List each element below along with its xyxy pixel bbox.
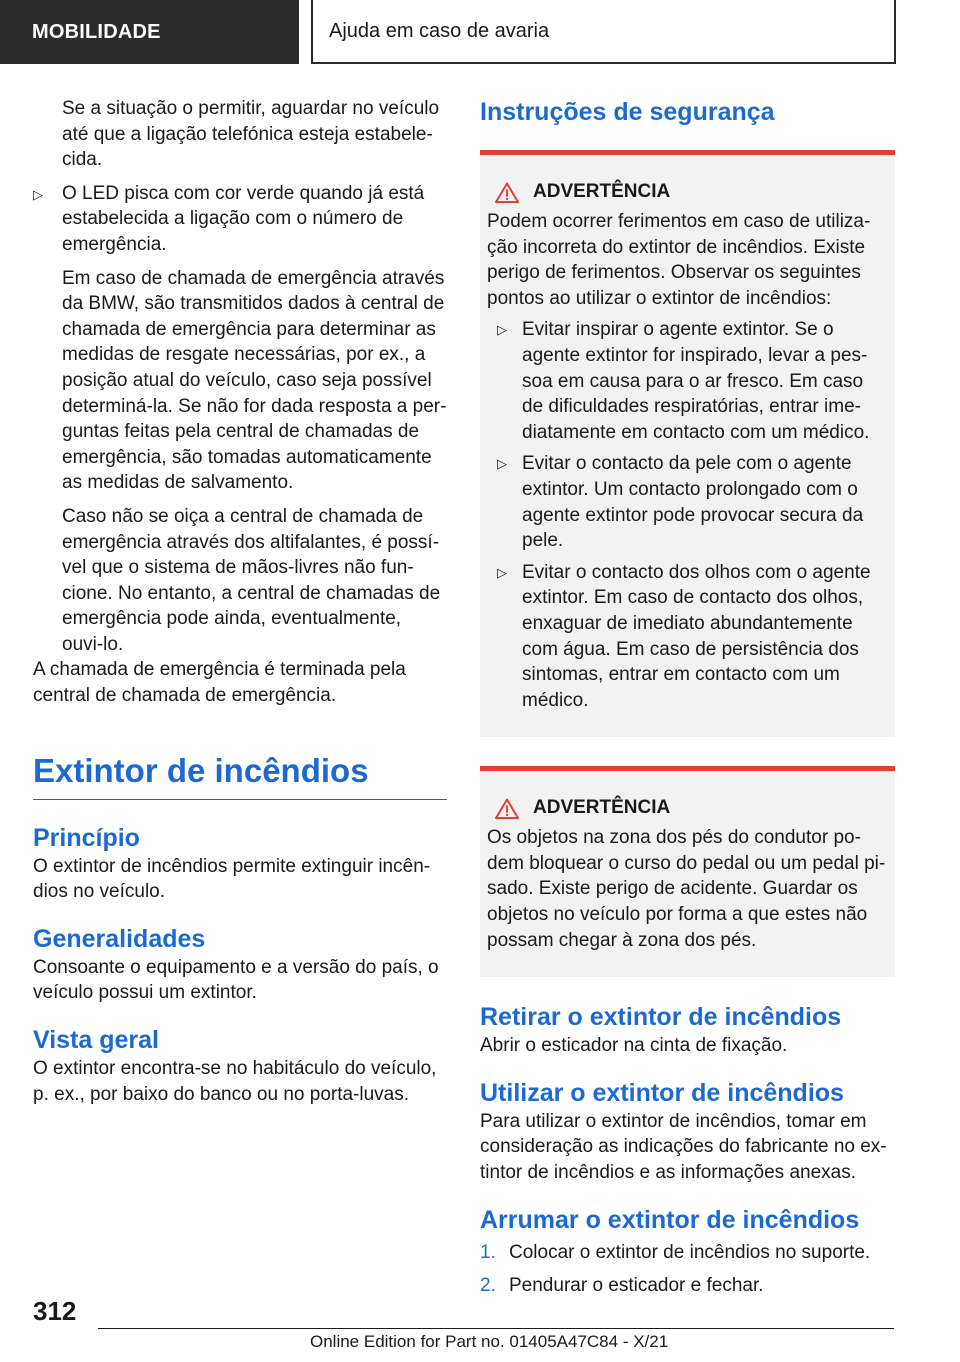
paragraph: O extintor de incêndios permite extinguir incêndios no veículo. xyxy=(33,855,431,903)
section-heading: Generalidades xyxy=(33,924,206,953)
section-heading: Utilizar o extintor de incêndios xyxy=(480,1078,844,1107)
chapter-heading: Extintor de incêndios xyxy=(33,751,447,800)
warning-box xyxy=(480,766,895,977)
footer-edition: Online Edition for Part no. 01405A47C84 - X/21 xyxy=(310,1332,669,1351)
right-column xyxy=(480,96,895,1299)
section-heading: Princípio xyxy=(33,823,140,852)
paragraph: Caso não se oiça a central de chamada de emergência através dos altifalantes, é possível que o sistema de mãos-livres não funcione. No entanto, a central de chamadas de emergência pode ainda, eventualmente, ouvi-lo. xyxy=(62,505,441,655)
numbered-step xyxy=(480,1240,895,1266)
warning-header xyxy=(487,175,887,209)
paragraph: Consoante o equipamento e a versão do país, o veículo possui um extintor. xyxy=(33,956,439,1004)
paragraph: Para utilizar o extintor de incêndios, tomar em consideração as indicações do fabricante no extintor de incêndios e as informações anexas. xyxy=(480,1110,887,1184)
triangle-bullet-icon: ▷ xyxy=(497,564,507,580)
list-item xyxy=(487,317,887,445)
warning-box xyxy=(480,150,895,737)
step-number: 1. xyxy=(480,1241,496,1263)
warning-text: Os objetos na zona dos pés do condutor podem bloquear o curso do pedal ou um pedal pisado. Existe perigo de acidente. Guardar os objetos no veículo por forma a que estes não possam chegar à zona dos pés. xyxy=(487,827,886,951)
section-heading: Instruções de segurança xyxy=(480,98,775,126)
warning-header xyxy=(487,791,887,825)
step-text: Pendurar o esticador e fechar. xyxy=(509,1275,764,1297)
section-heading: Retirar o extintor de incêndios xyxy=(480,1003,842,1032)
paragraph: O extintor encontra-se no habitáculo do veículo, p. ex., por baixo do banco ou no porta-luvas. xyxy=(33,1058,437,1105)
warning-label: ADVERTÊNCIA xyxy=(533,181,671,202)
warning-triangle-icon xyxy=(495,798,519,819)
paragraph: A chamada de emergência é terminada pela central de chamada de emergência. xyxy=(33,659,406,707)
warning-label: ADVERTÊNCIA xyxy=(533,797,671,819)
list-item-text: Evitar o contacto dos olhos com o agente extintor. Em caso de contacto dos olhos, enxaguar de imediato abundantemente com água. Em caso de persistência dos sintomas, entrar em contacto com um médico. xyxy=(522,561,871,711)
list-item xyxy=(487,451,887,553)
section-heading: Arrumar o extintor de incêndios xyxy=(480,1205,860,1234)
list-item-text: O LED pisca com cor verde quando já está estabelecida a ligação com o número de emergência. xyxy=(62,182,425,255)
step-text: Colocar o extintor de incêndios no suporte. xyxy=(509,1241,871,1263)
list-item xyxy=(487,560,887,714)
left-column xyxy=(33,96,447,1107)
numbered-step xyxy=(480,1273,895,1299)
list-item-text: Evitar o contacto da pele com o agente extintor. Um contacto prolongado com o agente extintor pode provocar secura da pele. xyxy=(522,453,864,552)
step-number: 2. xyxy=(480,1275,496,1297)
chapter-title: Ajuda em caso de avaria xyxy=(311,0,896,64)
paragraph: Se a situação o permitir, aguardar no veículo até que a ligação telefónica esteja estabelecida. xyxy=(62,98,440,171)
triangle-bullet-icon: ▷ xyxy=(497,322,507,338)
warning-triangle-icon xyxy=(495,182,519,203)
paragraph: Em caso de chamada de emergência através da BMW, são transmitidos dados à central de chamada de emergência para determinar as medidas de resgate necessárias, por ex., a posição atual do veículo, caso seja possível determiná-la. Se não for dada resposta a perguntas feitas pela central de chamadas de emergência, são tomadas automaticamente as medidas de salvamento. xyxy=(62,267,447,494)
triangle-bullet-icon: ▷ xyxy=(33,186,43,202)
page-number: 312 xyxy=(33,1296,77,1326)
triangle-bullet-icon: ▷ xyxy=(497,456,507,472)
section-heading: Vista geral xyxy=(33,1026,160,1055)
list-item xyxy=(33,181,447,258)
footer-divider xyxy=(98,1328,894,1329)
section-tab: MOBILIDADE xyxy=(0,0,299,64)
list-item-text: Evitar inspirar o agente extintor. Se o agente extintor for inspirado, levar a pessoa em causa para o ar fresco. Em caso de dificuldades respiratórias, entrar imediatamente em contacto com um médico. xyxy=(522,319,870,443)
paragraph: Abrir o esticador na cinta de fixação. xyxy=(480,1035,788,1057)
warning-text: Podem ocorrer ferimentos em caso de utilização incorreta do extintor de incêndios. Existe perigo de ferimentos. Observar os seguintes pontos ao utilizar o extintor de incêndios: xyxy=(487,211,871,309)
